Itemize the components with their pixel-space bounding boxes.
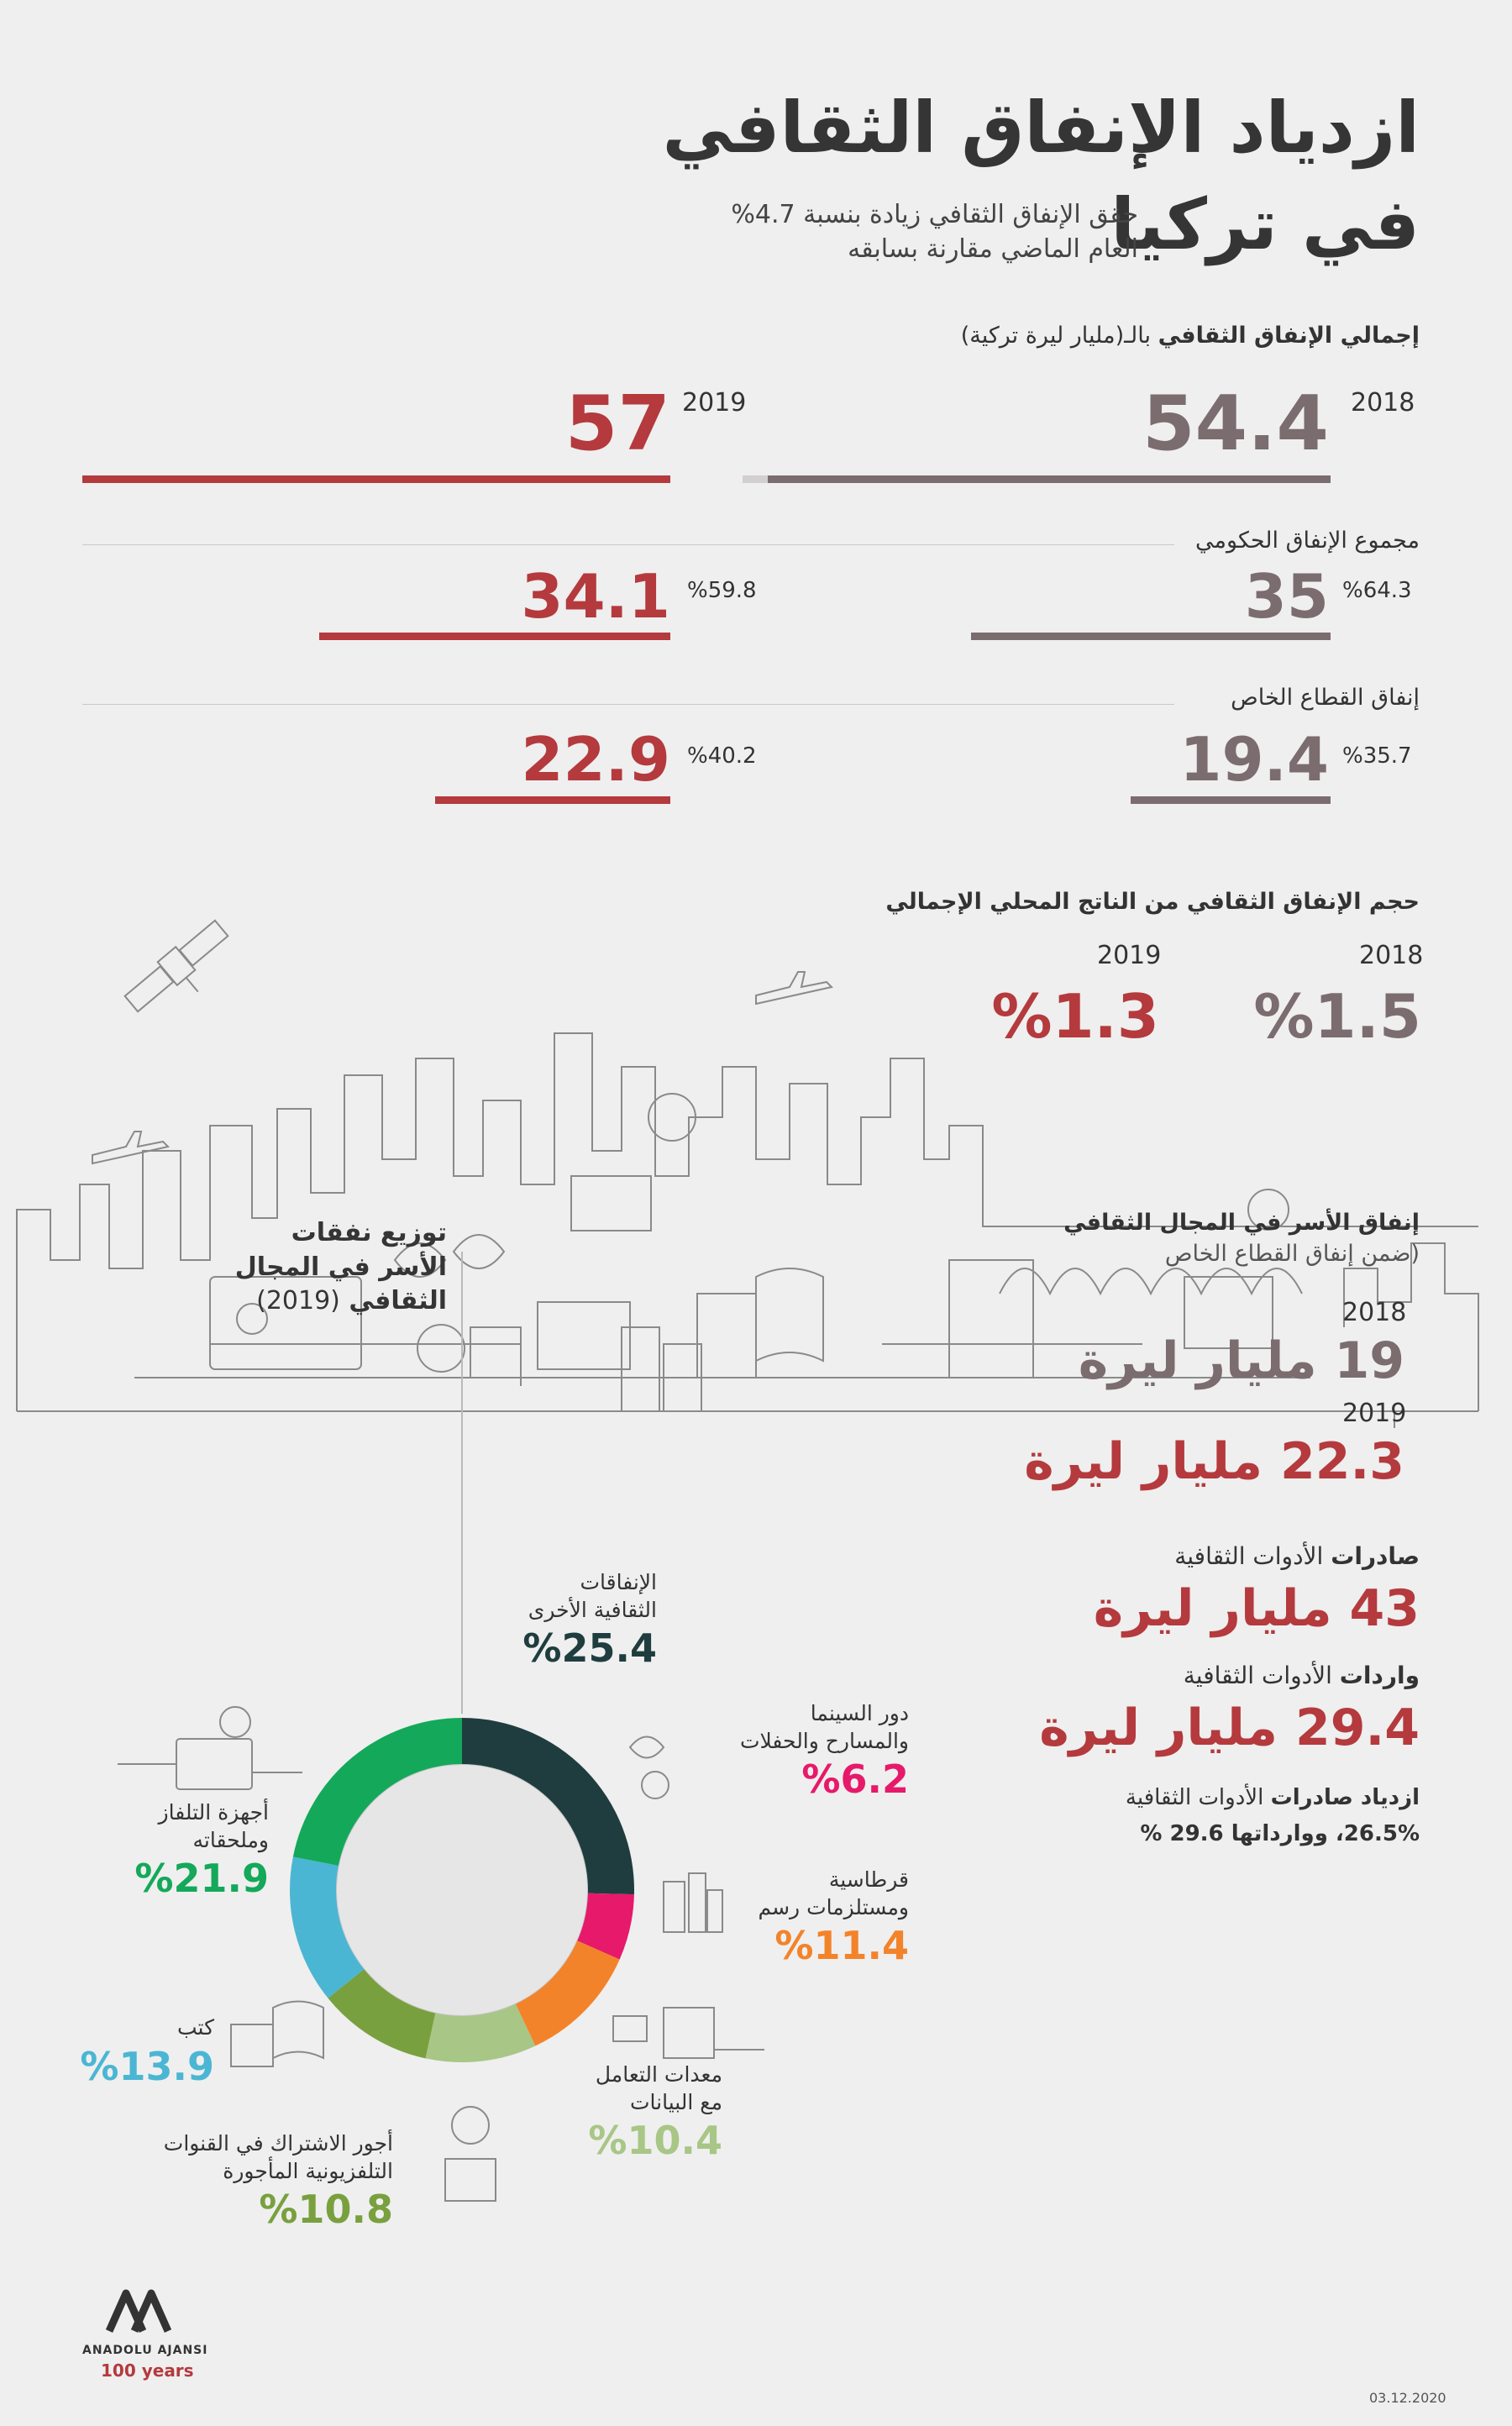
subtitle-line-2: العام الماضي مقارنة بسابقه xyxy=(848,234,1138,264)
slice-value-other: %25.4 xyxy=(522,1625,657,1671)
title-line-2: في تركيا xyxy=(1110,183,1420,265)
footer-years-badge: 100 years xyxy=(101,2360,194,2381)
slice-value-cinema: %6.2 xyxy=(801,1756,909,1802)
gov-label: مجموع الإنفاق الحكومي xyxy=(1195,528,1420,554)
households-value-a: 19 مليار ليرة xyxy=(1078,1331,1404,1390)
exports-label-bold: صادرات xyxy=(1331,1542,1420,1570)
footer-logo-text: ANADOLU AJANSI xyxy=(82,2344,208,2357)
imports-label-rest: الأدوات الثقافية xyxy=(1183,1662,1340,1689)
server-icon xyxy=(949,1260,1033,1378)
monitor-icon xyxy=(571,1176,651,1231)
film-reel-icon xyxy=(417,1325,465,1372)
donut-leader-line xyxy=(461,1252,463,1714)
gov-divider xyxy=(82,544,1174,545)
slice-name-cinema-1: دور السينما xyxy=(810,1701,909,1725)
total-bar-b xyxy=(82,475,670,483)
donut-title-line-3-text: الثقافي xyxy=(349,1286,447,1315)
donut-title-line-2: الأسر في المجال xyxy=(234,1252,447,1282)
total-value-a: 54.4 xyxy=(1142,380,1329,468)
donut-title-year: (2019) xyxy=(256,1286,340,1315)
donut-center xyxy=(336,1764,588,2016)
slice-name-stationery-2: ومستلزمات رسم xyxy=(758,1894,909,1919)
stationery-icon xyxy=(655,1848,731,1940)
households-year-a: 2018 xyxy=(1342,1298,1407,1327)
total-label-rest: بالـ(مليار ليرة تركية) xyxy=(960,323,1158,349)
tv-icon xyxy=(109,1688,311,1814)
total-label xyxy=(961,323,1420,349)
slice-label-stationery xyxy=(758,1867,909,1972)
exports-value: 43 مليار ليرة xyxy=(1093,1579,1420,1638)
slice-name-tv-2: وملحقاته xyxy=(192,1827,269,1852)
slice-label-data-equipment xyxy=(588,2061,722,2166)
plane-icon-2 xyxy=(92,1132,168,1163)
satellite-icon xyxy=(122,916,244,1029)
imports-value: 29.4 مليار ليرة xyxy=(1039,1699,1420,1757)
households-sublabel: (ضمن إنفاق القطاع الخاص xyxy=(1164,1241,1420,1267)
subtitle xyxy=(731,198,1138,266)
slice-value-tv: %21.9 xyxy=(134,1856,269,1901)
imports-label xyxy=(1184,1662,1420,1689)
slice-label-tv xyxy=(134,1799,269,1904)
slice-label-tv-subscription xyxy=(164,2130,393,2235)
private-value-a: 19.4 xyxy=(1179,724,1329,795)
households-label: إنفاق الأسر في المجال الثقافي xyxy=(1063,1210,1420,1236)
slice-value-books: %13.9 xyxy=(80,2043,214,2089)
data-equipment-icon xyxy=(596,1999,764,2075)
private-pct-a: %35.7 xyxy=(1342,743,1412,769)
anadolu-logo-icon xyxy=(88,2285,181,2352)
imports-label-bold: واردات xyxy=(1339,1662,1420,1689)
slice-label-books xyxy=(80,2014,214,2092)
private-label: إنفاق القطاع الخاص xyxy=(1231,685,1420,711)
slice-name-subscription-1: أجور الاشتراك في القنوات xyxy=(163,2131,393,2156)
footer-date: 03.12.2020 xyxy=(1369,2390,1446,2406)
increase-line-2: 26.5%، ووارداتها 29.6 % xyxy=(1140,1821,1420,1846)
households-year-b: 2019 xyxy=(1342,1399,1407,1428)
books-icon xyxy=(223,1982,340,2075)
increase-label xyxy=(1126,1785,1420,1810)
total-label-bold: إجمالي الإنفاق الثقافي xyxy=(1158,323,1420,349)
slice-name-cinema-2: والمسارح والحفلات xyxy=(739,1728,909,1753)
total-value-b: 57 xyxy=(564,380,670,468)
exports-label xyxy=(1174,1542,1420,1570)
private-bar-a xyxy=(1131,796,1331,804)
total-year-b: 2019 xyxy=(682,388,747,417)
donut-title xyxy=(235,1216,447,1319)
slice-value-stationery: %11.4 xyxy=(774,1923,909,1968)
slice-name-stationery-1: قرطاسية xyxy=(828,1867,909,1892)
gdp-label: حجم الإنفاق الثقافي من الناتج المحلي الإجمالي xyxy=(885,889,1420,915)
increase-label-rest: الأدوات الثقافية xyxy=(1125,1785,1271,1810)
gov-pct-b: %59.8 xyxy=(687,578,757,603)
gov-pct-a: %64.3 xyxy=(1342,578,1412,603)
slice-name-other-1: الإنفاقات xyxy=(580,1570,657,1594)
households-value-b: 22.3 مليار ليرة xyxy=(1024,1432,1404,1491)
book-icon xyxy=(756,1268,823,1361)
slice-name-books: كتب xyxy=(177,2015,214,2040)
slice-name-other-2: الثقافية الأخرى xyxy=(528,1597,657,1622)
total-bar-a xyxy=(768,475,1331,483)
slice-label-other xyxy=(522,1569,657,1674)
plane-icon xyxy=(756,972,832,1004)
private-divider xyxy=(82,704,1174,705)
total-year-a: 2018 xyxy=(1351,388,1415,417)
increase-label-bold: ازدياد صادرات xyxy=(1270,1785,1420,1810)
total-bar-a-stub xyxy=(743,475,768,483)
gov-value-b: 34.1 xyxy=(521,561,670,632)
cinema-masks-icon xyxy=(613,1722,697,1806)
gdp-year-a: 2018 xyxy=(1359,941,1424,970)
gdp-value-a: %1.5 xyxy=(1253,981,1421,1052)
gdp-value-b: %1.3 xyxy=(991,981,1159,1052)
gdp-year-b: 2019 xyxy=(1097,941,1162,970)
subtitle-line-1: حقق الإنفاق الثقافي زيادة بنسبة 4.7% xyxy=(731,200,1138,229)
subscription-dish-icon xyxy=(437,2100,538,2209)
private-pct-b: %40.2 xyxy=(687,743,757,769)
private-bar-b xyxy=(435,796,670,804)
slice-label-cinema xyxy=(740,1700,909,1805)
gov-value-a: 35 xyxy=(1244,561,1329,632)
slice-name-data-2: مع البيانات xyxy=(629,2089,722,2114)
private-value-b: 22.9 xyxy=(521,724,670,795)
donut-title-line-1: توزيع نفقات xyxy=(291,1218,447,1247)
slice-name-data-1: معدات التعامل xyxy=(595,2062,722,2087)
slice-value-subscription: %10.8 xyxy=(259,2187,393,2232)
gov-bar-a xyxy=(971,633,1331,640)
slice-name-tv-1: أجهزة التلفاز xyxy=(158,1800,269,1825)
slice-value-data: %10.4 xyxy=(588,2118,722,2163)
donut-title-line-3 xyxy=(235,1284,447,1319)
gov-bar-b xyxy=(319,633,670,640)
exports-label-rest: الأدوات الثقافية xyxy=(1174,1542,1331,1570)
title-line-1: ازدياد الإنفاق الثقافي xyxy=(662,87,1420,169)
slice-name-subscription-2: التلفزيونية المأجورة xyxy=(223,2158,393,2183)
